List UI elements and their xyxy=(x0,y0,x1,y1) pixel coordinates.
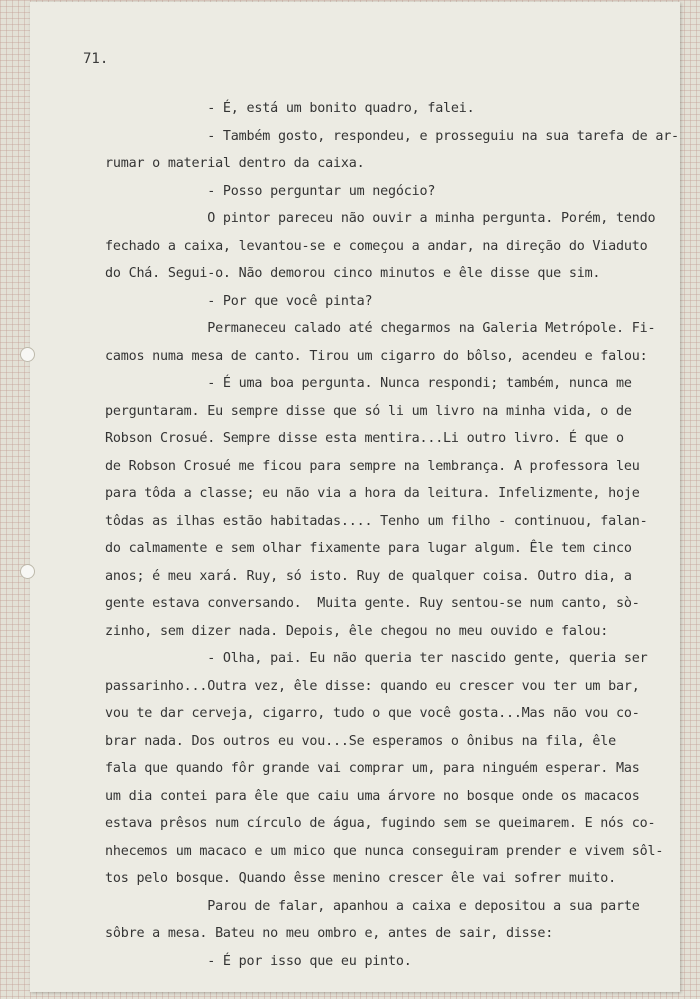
text-line: vou te dar cerveja, cigarro, tudo o que você gosta...Mas não vou co- xyxy=(105,706,640,721)
text-line: fechado a caixa, levantou-se e começou a andar, na direção do Viaduto xyxy=(105,238,648,254)
text-line: - É uma boa pergunta. Nunca respondi; também, nunca me xyxy=(105,376,632,391)
typed-text-body xyxy=(105,95,679,975)
punch-hole xyxy=(20,564,35,579)
text-line: brar nada. Dos outros eu vou...Se esperamos o ônibus na fila, êle xyxy=(105,733,617,749)
text-line: fala que quando fôr grande vai comprar um, para ninguém esperar. Mas xyxy=(105,761,640,776)
page-number: 71. xyxy=(83,51,109,67)
text-line: zinho, sem dizer nada. Depois, êle chegou no meu ouvido e falou: xyxy=(105,623,609,639)
text-line: Permaneceu calado até chegarmos na Galeria Metrópole. Fi- xyxy=(105,321,656,336)
text-line: nhecemos um macaco e um mico que nunca conseguiram prender e vivem sôl- xyxy=(105,843,664,859)
text-line: do calmamente e sem olhar fixamente para lugar algum. Êle tem cinco xyxy=(105,541,632,556)
text-line: O pintor pareceu não ouvir a minha pergunta. Porém, tendo xyxy=(105,211,656,226)
text-line: gente estava conversando. Muita gente. Ruy sentou-se num canto, sò- xyxy=(105,596,640,611)
text-line: do Chá. Segui-o. Não demorou cinco minutos e êle disse que sim. xyxy=(105,266,601,281)
text-line: - Olha, pai. Eu não queria ter nascido gente, queria ser xyxy=(105,651,648,666)
text-line: - Posso perguntar um negócio? xyxy=(105,183,436,199)
text-line: passarinho...Outra vez, êle disse: quando eu crescer vou ter um bar, xyxy=(105,678,640,694)
punch-hole xyxy=(20,347,35,362)
text-line: camos numa mesa de canto. Tirou um cigarro do bôlso, acendeu e falou: xyxy=(105,348,648,364)
text-line: - É, está um bonito quadro, falei. xyxy=(105,101,475,116)
text-line: tos pelo bosque. Quando êsse menino crescer êle vai sofrer muito. xyxy=(105,871,617,886)
text-line: um dia contei para êle que caiu uma árvore no bosque onde os macacos xyxy=(105,788,640,804)
text-line: rumar o material dentro da caixa. xyxy=(105,156,365,171)
text-line: perguntaram. Eu sempre disse que só li um livro na minha vida, o de xyxy=(105,403,632,419)
text-line: de Robson Crosué me ficou para sempre na lembrança. A professora leu xyxy=(105,458,640,474)
text-line: - É por isso que eu pinto. xyxy=(105,953,412,969)
text-line: para tôda a classe; eu não via a hora da leitura. Infelizmente, hoje xyxy=(105,486,640,501)
text-line: Robson Crosué. Sempre disse esta mentira...Li outro livro. É que o xyxy=(105,431,624,446)
text-line: Parou de falar, apanhou a caixa e depositou a sua parte xyxy=(105,898,640,914)
text-line: - Também gosto, respondeu, e prosseguiu na sua tarefa de ar- xyxy=(105,128,679,144)
text-line: estava prêsos num círculo de água, fugindo sem se queimarem. E nós co- xyxy=(105,816,656,831)
text-line: - Por que você pinta? xyxy=(105,293,373,309)
text-line: anos; é meu xará. Ruy, só isto. Ruy de qualquer coisa. Outro dia, a xyxy=(105,568,632,584)
text-line: tôdas as ilhas estão habitadas.... Tenho um filho - continuou, falan- xyxy=(105,513,648,529)
text-line: sôbre a mesa. Bateu no meu ombro e, antes de sair, disse: xyxy=(105,926,554,941)
